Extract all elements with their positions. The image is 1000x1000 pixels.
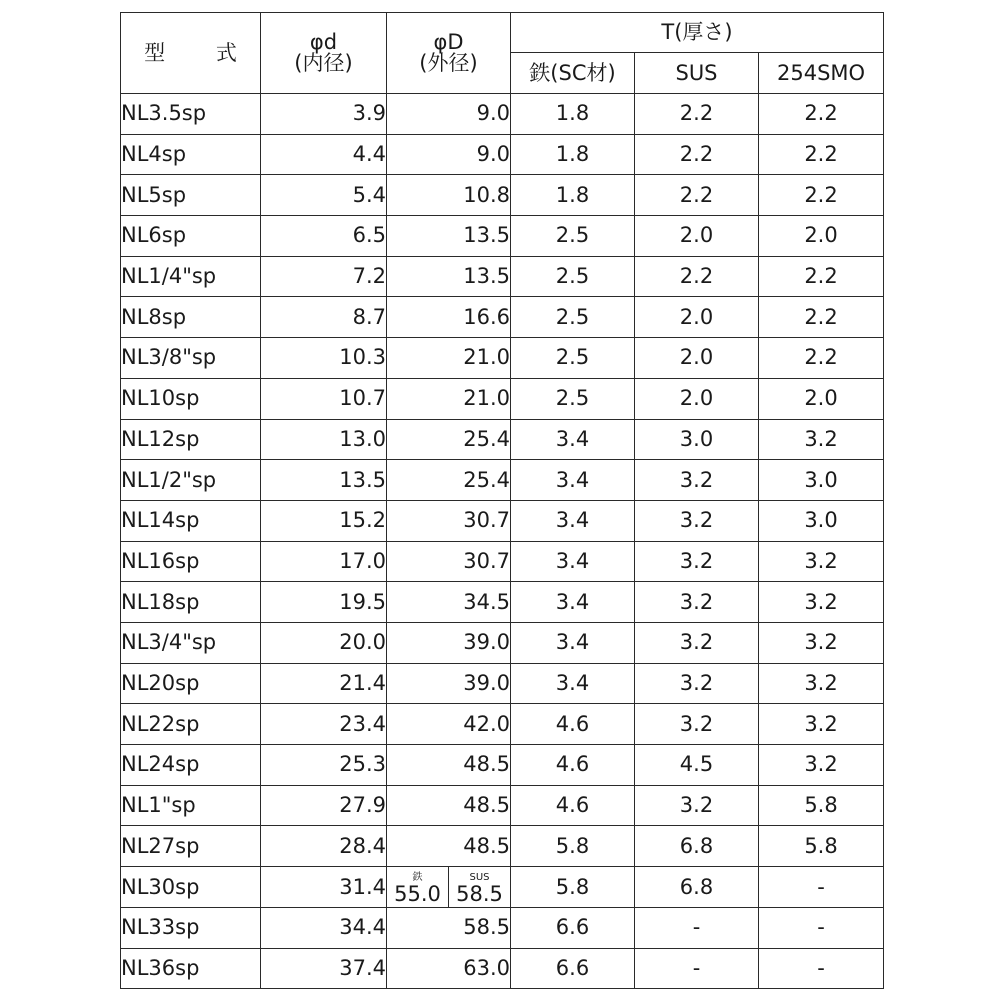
cell-thickness-iron: 6.6 [511,948,635,989]
table-row [121,134,884,175]
cell-thickness-254smo: 2.2 [759,338,884,379]
table-row [121,826,884,867]
cell-model: NL16sp [121,541,261,582]
cell-inner-diameter: 6.5 [261,216,387,257]
spec-table [120,12,884,989]
cell-model: NL30sp [121,867,261,908]
table-row [121,216,884,257]
table-row [121,704,884,745]
cell-outer-diameter: 16.6 [387,297,511,338]
cell-thickness-254smo: 2.2 [759,134,884,175]
cell-model: NL24sp [121,745,261,786]
cell-outer-diameter: 30.7 [387,541,511,582]
table-row [121,785,884,826]
cell-model: NL18sp [121,582,261,623]
cell-thickness-iron: 1.8 [511,175,635,216]
table-row [121,663,884,704]
cell-inner-diameter: 7.2 [261,256,387,297]
cell-thickness-254smo: 2.2 [759,256,884,297]
table-row [121,948,884,989]
cell-thickness-254smo: 2.2 [759,297,884,338]
cell-model: NL5sp [121,175,261,216]
cell-thickness-iron: 3.4 [511,582,635,623]
cell-thickness-254smo: 3.2 [759,419,884,460]
cell-inner-diameter: 15.2 [261,500,387,541]
header-model [121,13,261,94]
cell-thickness-sus: 3.0 [635,419,759,460]
header-thickness: T(厚さ) [511,13,884,53]
cell-thickness-iron: 1.8 [511,94,635,135]
cell-inner-diameter: 23.4 [261,704,387,745]
cell-thickness-254smo: - [759,867,884,908]
header-inner-diameter [261,13,387,94]
cell-inner-diameter: 5.4 [261,175,387,216]
table-row [121,338,884,379]
cell-outer-diameter: 63.0 [387,948,511,989]
cell-inner-diameter: 13.0 [261,419,387,460]
cell-outer-diameter: 13.5 [387,216,511,257]
cell-thickness-sus: 3.2 [635,500,759,541]
cell-thickness-sus: 2.2 [635,94,759,135]
cell-outer-diameter: 48.5 [387,745,511,786]
cell-thickness-iron: 5.8 [511,867,635,908]
cell-thickness-sus: 4.5 [635,745,759,786]
cell-thickness-254smo: 3.2 [759,582,884,623]
cell-thickness-iron: 2.5 [511,216,635,257]
header-inner-symbol: φd [309,30,338,54]
header-iron: 鉄(SC材) [511,53,635,94]
cell-thickness-sus: 3.2 [635,460,759,501]
cell-thickness-iron: 3.4 [511,419,635,460]
cell-thickness-254smo: 5.8 [759,826,884,867]
cell-outer-diameter: 39.0 [387,663,511,704]
cell-inner-diameter: 10.3 [261,338,387,379]
cell-model: NL22sp [121,704,261,745]
cell-thickness-sus: 6.8 [635,867,759,908]
cell-thickness-iron: 2.5 [511,338,635,379]
cell-thickness-sus: 3.2 [635,582,759,623]
cell-thickness-sus: - [635,908,759,949]
cell-model: NL8sp [121,297,261,338]
cell-inner-diameter: 13.5 [261,460,387,501]
cell-thickness-sus: 3.2 [635,541,759,582]
table-row [121,500,884,541]
split-material-tag: SUS [469,872,490,884]
table-row [121,867,884,908]
header-outer-label: (外径) [419,51,478,75]
cell-thickness-sus: 3.2 [635,622,759,663]
cell-thickness-sus: 2.0 [635,216,759,257]
cell-inner-diameter: 8.7 [261,297,387,338]
table-row [121,94,884,135]
cell-thickness-sus: 2.2 [635,134,759,175]
cell-thickness-254smo: - [759,948,884,989]
cell-thickness-254smo: 3.0 [759,460,884,501]
cell-thickness-sus: 6.8 [635,826,759,867]
cell-thickness-iron: 3.4 [511,500,635,541]
table-body [121,94,884,989]
cell-thickness-254smo: 2.0 [759,378,884,419]
cell-model: NL14sp [121,500,261,541]
table-row [121,419,884,460]
table-row [121,460,884,501]
cell-thickness-sus: 3.2 [635,663,759,704]
split-material-tag: 鉄 [412,872,423,884]
cell-inner-diameter: 31.4 [261,867,387,908]
cell-inner-diameter: 34.4 [261,908,387,949]
cell-outer-diameter: 13.5 [387,256,511,297]
cell-thickness-iron: 2.5 [511,378,635,419]
cell-thickness-254smo: 3.2 [759,541,884,582]
cell-thickness-254smo: - [759,908,884,949]
cell-outer-diameter: 21.0 [387,338,511,379]
cell-inner-diameter: 27.9 [261,785,387,826]
table-row [121,378,884,419]
cell-thickness-iron: 3.4 [511,460,635,501]
header-sus: SUS [635,53,759,94]
cell-thickness-sus: - [635,948,759,989]
cell-outer-diameter: 48.5 [387,785,511,826]
cell-model: NL1/4"sp [121,256,261,297]
cell-thickness-sus: 2.0 [635,338,759,379]
cell-outer-diameter: 48.5 [387,826,511,867]
cell-thickness-iron: 2.5 [511,297,635,338]
cell-model: NL3/8"sp [121,338,261,379]
table-row [121,256,884,297]
cell-thickness-254smo: 3.2 [759,745,884,786]
cell-thickness-sus: 2.2 [635,256,759,297]
cell-model: NL36sp [121,948,261,989]
table-row [121,175,884,216]
cell-outer-diameter: 25.4 [387,419,511,460]
table-row [121,582,884,623]
cell-inner-diameter: 25.3 [261,745,387,786]
cell-outer-diameter: 34.5 [387,582,511,623]
split-subcell [387,867,448,907]
cell-thickness-iron: 1.8 [511,134,635,175]
cell-outer-diameter: 9.0 [387,134,511,175]
table-row [121,541,884,582]
cell-outer-diameter: 42.0 [387,704,511,745]
table-row [121,745,884,786]
cell-inner-diameter: 28.4 [261,826,387,867]
cell-thickness-iron: 5.8 [511,826,635,867]
cell-inner-diameter: 10.7 [261,378,387,419]
cell-model: NL4sp [121,134,261,175]
cell-model: NL33sp [121,908,261,949]
table-row [121,297,884,338]
cell-thickness-iron: 4.6 [511,745,635,786]
split-value: 55.0 [394,882,441,907]
cell-thickness-254smo: 5.8 [759,785,884,826]
cell-model: NL1"sp [121,785,261,826]
cell-inner-diameter: 4.4 [261,134,387,175]
header-outer-diameter [387,13,511,94]
cell-thickness-sus: 2.0 [635,378,759,419]
cell-inner-diameter: 21.4 [261,663,387,704]
cell-outer-diameter: 9.0 [387,94,511,135]
table-row [121,908,884,949]
cell-outer-diameter: 58.5 [387,908,511,949]
cell-thickness-sus: 3.2 [635,704,759,745]
cell-inner-diameter: 37.4 [261,948,387,989]
cell-model: NL12sp [121,419,261,460]
header-outer-symbol: φD [433,30,464,54]
cell-thickness-iron: 2.5 [511,256,635,297]
cell-thickness-iron: 3.4 [511,622,635,663]
cell-thickness-254smo: 3.2 [759,704,884,745]
table-row [121,622,884,663]
split-subcell [448,867,510,907]
cell-inner-diameter: 19.5 [261,582,387,623]
cell-thickness-254smo: 2.0 [759,216,884,257]
cell-model: NL20sp [121,663,261,704]
split-container [387,867,510,907]
cell-thickness-sus: 2.2 [635,175,759,216]
cell-thickness-254smo: 2.2 [759,175,884,216]
cell-outer-diameter: 10.8 [387,175,511,216]
cell-thickness-254smo: 2.2 [759,94,884,135]
cell-thickness-sus: 3.2 [635,785,759,826]
split-value: 58.5 [456,882,503,907]
cell-model: NL3.5sp [121,94,261,135]
cell-thickness-sus: 2.0 [635,297,759,338]
cell-model: NL1/2"sp [121,460,261,501]
cell-thickness-254smo: 3.0 [759,500,884,541]
cell-outer-diameter: 25.4 [387,460,511,501]
header-254smo: 254SMO [759,53,884,94]
cell-model: NL27sp [121,826,261,867]
cell-inner-diameter: 17.0 [261,541,387,582]
cell-thickness-iron: 3.4 [511,663,635,704]
header-inner-label: (内径) [294,51,353,75]
cell-outer-diameter: 39.0 [387,622,511,663]
cell-inner-diameter: 20.0 [261,622,387,663]
cell-thickness-254smo: 3.2 [759,622,884,663]
cell-thickness-iron: 3.4 [511,541,635,582]
header-model-label: 型 式 [144,40,259,65]
cell-outer-diameter-split [387,867,511,908]
cell-thickness-254smo: 3.2 [759,663,884,704]
cell-inner-diameter: 3.9 [261,94,387,135]
cell-outer-diameter: 21.0 [387,378,511,419]
cell-thickness-iron: 4.6 [511,704,635,745]
cell-model: NL3/4"sp [121,622,261,663]
cell-outer-diameter: 30.7 [387,500,511,541]
cell-thickness-iron: 6.6 [511,908,635,949]
cell-thickness-iron: 4.6 [511,785,635,826]
cell-model: NL6sp [121,216,261,257]
cell-model: NL10sp [121,378,261,419]
